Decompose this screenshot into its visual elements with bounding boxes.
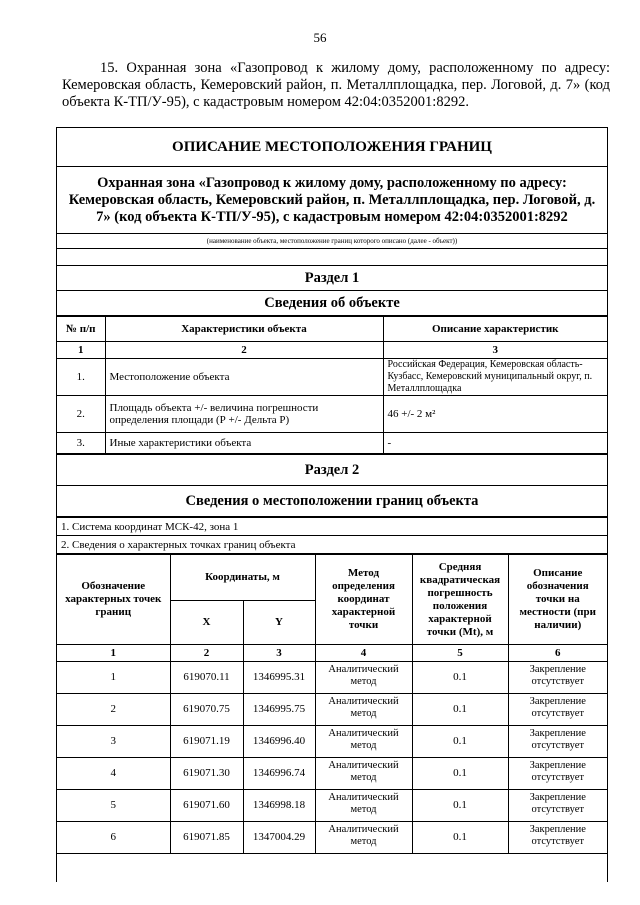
object-name: Охранная зона «Газопровод к жилому дому, расположенному по адресу: Кемеровская область, Кемеровский район, п. Металлплощадка, пер. Логовой, д. 7» (код объекта К-ТП/У-95), с кадастровым номером 42:04:0352001:8292 xyxy=(57,167,607,234)
col-number: 3 xyxy=(383,342,607,359)
col-number: 2 xyxy=(105,342,383,359)
table-row xyxy=(57,694,607,726)
point-method: Аналитический метод xyxy=(315,694,412,726)
point-y: 1346998.18 xyxy=(243,790,315,822)
point-error: 0.1 xyxy=(412,694,508,726)
point-y: 1346996.74 xyxy=(243,758,315,790)
form-header xyxy=(57,128,607,316)
col-number: 2 xyxy=(170,645,243,662)
col-header-description: Описание обозначения точки на местности (при наличии) xyxy=(508,555,607,645)
row-value: 46 +/- 2 м² xyxy=(383,396,607,433)
points-caption: 2. Сведения о характерных точках границ объекта xyxy=(57,536,607,554)
point-y: 1346995.75 xyxy=(243,694,315,726)
point-x: 619071.19 xyxy=(170,726,243,758)
point-y: 1346995.31 xyxy=(243,662,315,694)
section1-subtitle: Сведения об объекте xyxy=(57,291,607,316)
point-x: 619071.85 xyxy=(170,822,243,854)
col-header-characteristic: Характеристики объекта xyxy=(105,317,383,342)
point-number: 3 xyxy=(57,726,170,758)
points-body xyxy=(57,662,607,854)
col-number: 6 xyxy=(508,645,607,662)
col-header-coords: Координаты, м xyxy=(170,555,315,601)
point-error: 0.1 xyxy=(412,758,508,790)
boundary-description-form xyxy=(56,127,608,882)
table-row xyxy=(57,396,607,433)
row-characteristic: Площадь объекта +/- величина погрешности определения площади (Р +/- Дельта Р) xyxy=(105,396,383,433)
point-x: 619070.75 xyxy=(170,694,243,726)
point-y: 1347004.29 xyxy=(243,822,315,854)
point-x: 619071.60 xyxy=(170,790,243,822)
point-method: Аналитический метод xyxy=(315,758,412,790)
object-info-table xyxy=(57,316,607,454)
col-header-x: X xyxy=(170,601,243,645)
table-row xyxy=(57,662,607,694)
point-description: Закрепление отсутствует xyxy=(508,790,607,822)
page-number: 56 xyxy=(313,30,327,45)
section2-header xyxy=(57,454,607,517)
col-header-method: Метод определения координат характерной точки xyxy=(315,555,412,645)
intro-paragraph: 15. Охранная зона «Газопровод к жилому дому, расположенному по адресу: Кемеровская область, Кемеровский район, п. Металлплощадка, пер. Логовой, д. 7» (код объекта К-ТП/У-95), с кадастровым номером 42:04:0352001:8292. xyxy=(62,60,610,110)
col-number: 1 xyxy=(57,645,170,662)
point-error: 0.1 xyxy=(412,822,508,854)
points-table xyxy=(57,554,607,854)
point-x: 619071.30 xyxy=(170,758,243,790)
point-error: 0.1 xyxy=(412,790,508,822)
table-row xyxy=(57,726,607,758)
row-value: - xyxy=(383,433,607,454)
row-value: Российская Федерация, Кемеровская область-Кузбасс, Кемеровский муниципальный округ, п. Металлплощадка xyxy=(383,359,607,396)
point-number: 1 xyxy=(57,662,170,694)
col-number: 5 xyxy=(412,645,508,662)
row-number: 1. xyxy=(57,359,105,396)
point-number: 2 xyxy=(57,694,170,726)
section2-title: Раздел 2 xyxy=(57,455,607,486)
form-title: ОПИСАНИЕ МЕСТОПОЛОЖЕНИЯ ГРАНИЦ xyxy=(57,128,607,167)
col-number: 3 xyxy=(243,645,315,662)
col-header-point: Обозначение характерных точек границ xyxy=(57,555,170,645)
point-error: 0.1 xyxy=(412,726,508,758)
row-characteristic: Местоположение объекта xyxy=(105,359,383,396)
point-method: Аналитический метод xyxy=(315,790,412,822)
point-description: Закрепление отсутствует xyxy=(508,758,607,790)
col-number: 4 xyxy=(315,645,412,662)
row-characteristic: Иные характеристики объекта xyxy=(105,433,383,454)
point-number: 4 xyxy=(57,758,170,790)
table-row xyxy=(57,822,607,854)
spacer-row xyxy=(57,249,607,266)
section2-subtitle: Сведения о местоположении границ объекта xyxy=(57,486,607,517)
col-number: 1 xyxy=(57,342,105,359)
point-y: 1346996.40 xyxy=(243,726,315,758)
table-row xyxy=(57,359,607,396)
row-number: 2. xyxy=(57,396,105,433)
col-header-y: Y xyxy=(243,601,315,645)
table-row xyxy=(57,433,607,454)
point-number: 6 xyxy=(57,822,170,854)
col-header-description: Описание характеристик xyxy=(383,317,607,342)
section2-info xyxy=(57,517,607,554)
col-header-number: № п/п xyxy=(57,317,105,342)
object-caption: (наименование объекта, местоположение границ которого описано (далее - объект)) xyxy=(57,234,607,249)
point-description: Закрепление отсутствует xyxy=(508,662,607,694)
table-row xyxy=(57,758,607,790)
section1-title: Раздел 1 xyxy=(57,266,607,291)
point-x: 619070.11 xyxy=(170,662,243,694)
coord-system: 1. Система координат МСК-42, зона 1 xyxy=(57,518,607,536)
row-number: 3. xyxy=(57,433,105,454)
point-method: Аналитический метод xyxy=(315,822,412,854)
point-method: Аналитический метод xyxy=(315,726,412,758)
point-method: Аналитический метод xyxy=(315,662,412,694)
table-row xyxy=(57,790,607,822)
point-error: 0.1 xyxy=(412,662,508,694)
point-description: Закрепление отсутствует xyxy=(508,694,607,726)
point-description: Закрепление отсутствует xyxy=(508,726,607,758)
point-number: 5 xyxy=(57,790,170,822)
point-description: Закрепление отсутствует xyxy=(508,822,607,854)
col-header-error: Средняя квадратическая погрешность положения характерной точки (Mt), м xyxy=(412,555,508,645)
